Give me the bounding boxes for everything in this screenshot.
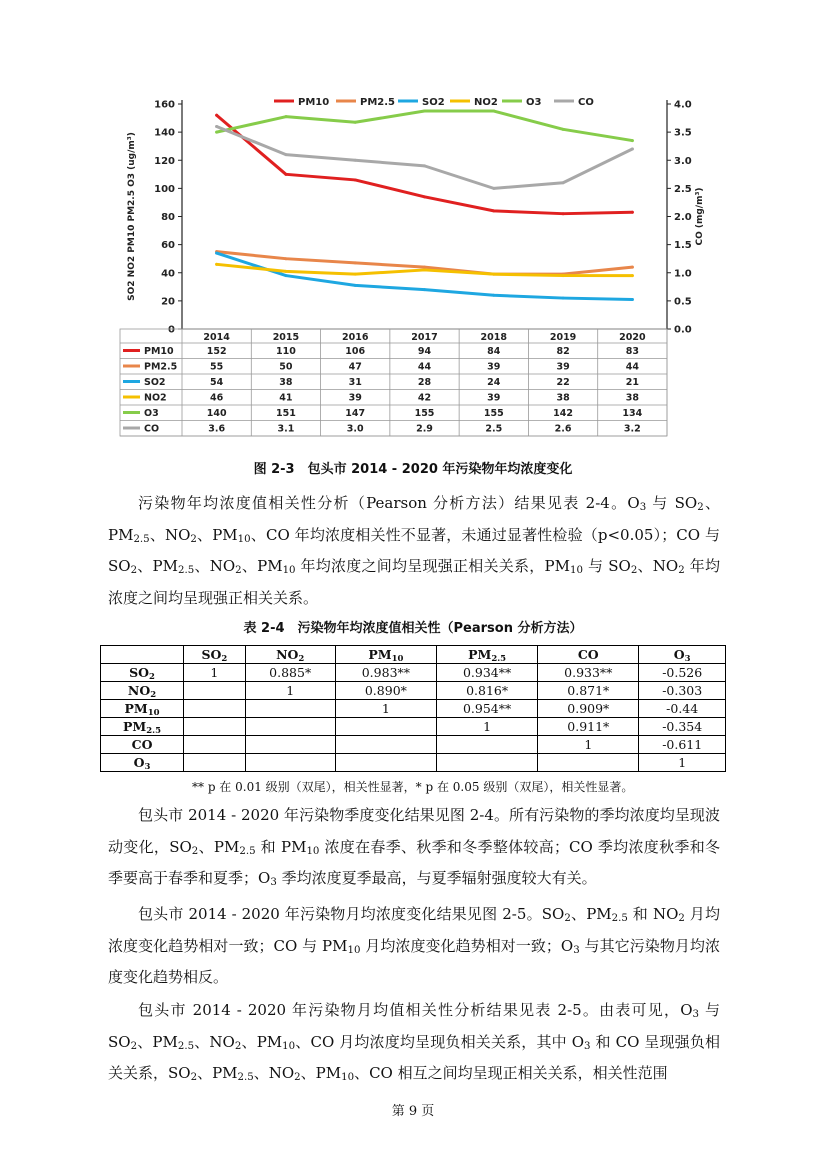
data-point (492, 110, 495, 113)
table-cell: 0.871* (538, 682, 639, 700)
table-cell: -0.611 (639, 736, 726, 754)
table-cell: -0.526 (639, 664, 726, 682)
data-point (631, 266, 634, 269)
table-value: 82 (556, 346, 570, 357)
data-point (631, 211, 634, 214)
chart-svg (112, 88, 712, 450)
pollutant-chart (112, 88, 712, 450)
right-tick-label: 4.0 (674, 99, 692, 111)
legend-label: PM2.5 (360, 97, 395, 108)
table-value: 39 (556, 361, 570, 373)
data-point (562, 297, 565, 300)
table-value: 152 (206, 346, 227, 357)
table-value: 84 (487, 346, 501, 357)
table-series-name: NO2 (144, 392, 167, 404)
table-value: 151 (276, 408, 296, 419)
table-cell (335, 718, 436, 736)
table-value: 110 (276, 346, 296, 357)
left-axis-title: SO2 NO2 PM10 PM2.5 O3 (ug/m³) (127, 132, 137, 301)
table-value: 24 (487, 377, 501, 388)
table-value: 83 (625, 346, 639, 357)
table-series-name: PM10 (144, 346, 174, 357)
table-value: 3.6 (208, 423, 226, 435)
data-point (284, 257, 287, 260)
table-cell: 0.933** (538, 664, 639, 682)
table-value: 140 (206, 408, 227, 419)
legend-label: PM10 (298, 97, 330, 108)
table-value: 50 (279, 361, 293, 373)
data-point (492, 294, 495, 297)
paragraph-3: 包头市 2014 - 2020 年污染物月均浓度变化结果见图 2-5。$SO_2$、$PM_{2.5}$ 和 $NO_2$ 月均浓度变化趋势相对一致；CO 与 $PM_{10}$ 月均浓度变化趋势相对一致；$O_3$ 与其它污染物月均浓度变化趋势相反。 (108, 905, 720, 986)
table-cell: 0.890* (335, 682, 436, 700)
left-tick-label: 20 (161, 296, 175, 308)
table-cell: 1 (245, 682, 335, 700)
data-point (354, 159, 357, 162)
table-value: 155 (483, 408, 504, 419)
table-caption: 表 2-4 污染物年均浓度值相关性（Pearson 分析方法） (243, 621, 583, 636)
page-number: 第 9 页 (391, 1104, 435, 1119)
table-cell (436, 736, 537, 754)
series-line-O3 (217, 111, 633, 141)
data-point (354, 273, 357, 276)
table-cell: 1 (639, 754, 726, 772)
data-point (562, 212, 565, 215)
data-point (284, 153, 287, 156)
table-value: 21 (625, 377, 639, 388)
table-value: 38 (625, 392, 639, 404)
table-series-name: CO (144, 423, 160, 435)
col-header: $SO_2$ (184, 646, 246, 664)
row-header: $PM_{10}$ (101, 700, 184, 718)
data-point (284, 270, 287, 273)
row-header: $O_3$ (101, 754, 184, 772)
table-value: 22 (556, 377, 570, 388)
table-cell (335, 736, 436, 754)
table-cell: 1 (436, 718, 537, 736)
table-value: 46 (210, 392, 224, 404)
data-point (215, 131, 218, 134)
table-cell (184, 754, 246, 772)
col-header: $PM_{2.5}$ (436, 646, 537, 664)
legend-label: NO2 (474, 97, 498, 108)
table-cell: 0.816* (436, 682, 537, 700)
year-label: 2016 (341, 332, 369, 343)
table-cell (245, 718, 335, 736)
data-point (284, 173, 287, 176)
table-value: 39 (487, 392, 501, 404)
table-cell: 1 (538, 736, 639, 754)
left-tick-label: 40 (161, 268, 175, 280)
table-series-name: SO2 (144, 377, 166, 388)
col-header: $PM_{10}$ (335, 646, 436, 664)
table-cell (245, 736, 335, 754)
data-point (423, 110, 426, 113)
table-value: 142 (553, 408, 573, 419)
table-value: 31 (348, 377, 362, 388)
data-point (562, 128, 565, 131)
table-value: 3.0 (346, 423, 364, 435)
row-header: CO (101, 736, 184, 754)
data-point (215, 252, 218, 255)
right-tick-label: 0.0 (674, 324, 692, 336)
table-value: 28 (417, 377, 432, 388)
table-cell: 0.954** (436, 700, 537, 718)
data-point (631, 274, 634, 277)
table-value: 147 (345, 408, 366, 419)
table-value: 134 (622, 408, 643, 419)
table-cell (436, 754, 537, 772)
table-value: 44 (625, 361, 639, 373)
data-point (631, 298, 634, 301)
table-cell: 1 (335, 700, 436, 718)
table-cell: -0.303 (639, 682, 726, 700)
right-tick-label: 1.0 (674, 268, 692, 280)
series-line-CO (217, 127, 633, 189)
table-value: 54 (210, 377, 224, 388)
table-row (101, 718, 726, 736)
table-value: 38 (279, 377, 293, 388)
table-value: 41 (279, 392, 293, 404)
left-tick-label: 60 (161, 240, 175, 252)
right-tick-label: 1.5 (674, 240, 692, 252)
year-label: 2019 (549, 332, 577, 343)
table-series-name: O3 (144, 408, 159, 419)
row-header: $SO_2$ (101, 664, 184, 682)
data-point (492, 209, 495, 212)
table-cell: 0.911* (538, 718, 639, 736)
data-point (423, 266, 426, 269)
left-tick-label: 100 (154, 183, 175, 195)
table-note: ** p 在 0.01 级别（双尾），相关性显著，* p 在 0.05 级别（双尾），相关性显著。 (192, 780, 634, 794)
data-point (215, 263, 218, 266)
data-point (284, 274, 287, 277)
table-row (101, 754, 726, 772)
left-tick-label: 0 (168, 324, 175, 336)
data-point (423, 164, 426, 167)
right-tick-label: 2.5 (674, 183, 692, 195)
table-cell (245, 754, 335, 772)
legend-label: O3 (526, 97, 542, 108)
left-tick-label: 160 (154, 99, 175, 111)
table-cell: 0.983** (335, 664, 436, 682)
table-cell (184, 736, 246, 754)
table-value: 2.5 (485, 423, 503, 435)
row-header: $PM_{2.5}$ (101, 718, 184, 736)
table-cell: 0.885* (245, 664, 335, 682)
right-tick-label: 3.5 (674, 127, 692, 139)
right-tick-label: 2.0 (674, 212, 692, 223)
left-tick-label: 80 (161, 212, 175, 223)
data-point (562, 181, 565, 184)
table-row (101, 664, 726, 682)
table-value: 39 (487, 361, 501, 373)
table-border (120, 329, 667, 436)
table-corner (101, 646, 184, 664)
table-value: 3.1 (277, 423, 295, 435)
table-value: 44 (417, 361, 432, 373)
data-point (423, 195, 426, 198)
table-cell: 1 (184, 664, 246, 682)
paragraph-2: 包头市 2014 - 2020 年污染物季度变化结果见图 2-4。所有污染物的季均浓度均呈现波动变化，$SO_2$、$PM_{2.5}$ 和 $PM_{10}$ 浓度在春季、秋季和冬季整体较高；CO 季均浓度秋季和冬季要高于春季和夏季；$O_3$ 季均浓度夏季最高，与夏季辐射强度较大有关。 (108, 806, 720, 889)
data-point (354, 121, 357, 124)
table-series-name: PM2.5 (144, 361, 178, 373)
correlation-table (100, 645, 726, 772)
table-header-row (101, 646, 726, 664)
data-point (492, 187, 495, 190)
year-label: 2017 (411, 332, 438, 343)
right-tick-label: 0.5 (674, 296, 692, 308)
table-value: 47 (348, 361, 362, 373)
year-label: 2015 (272, 332, 300, 343)
paragraph-4: 包头市 2014 - 2020 年污染物月均值相关性分析结果见表 2-5。由表可见，$O_3$ 与 $SO_2$、$PM_{2.5}$、$NO_2$、$PM_{10}$、CO 月均浓度均呈现负相关关系，其中 $O_3$ 和 CO 呈现强负相关关系，$SO_2$、$PM_{2.5}$、$NO_2$、$PM_{10}$、CO 相互之间均呈现正相关关系，相关性范围 (108, 1001, 721, 1084)
table-row (101, 700, 726, 718)
paragraph-1: 污染物年均浓度值相关性分析（Pearson 分析方法）结果见表 2-4。$O_3$ 与 $SO_2$、$PM_{2.5}$、$NO_2$、$PM_{10}$、CO 年均浓度相关性不显著，未通过显著性检验（p<0.05）；CO 与 $SO_2$、$PM_{2.5}$、$NO_2$、$PM_{10}$ 年均浓度之间均呈现强正相关关系，$PM_{10}$ 与 $SO_2$、$NO_2$ 年均浓度之间均呈现强正相关关系。 (108, 494, 720, 607)
col-header: CO (538, 646, 639, 664)
table-cell (245, 700, 335, 718)
table-value: 38 (556, 392, 570, 404)
table-value: 155 (414, 408, 435, 419)
table-cell: 0.909* (538, 700, 639, 718)
left-tick-label: 140 (154, 127, 175, 139)
table-value: 106 (345, 346, 366, 357)
data-point (215, 114, 218, 117)
table-cell (335, 754, 436, 772)
table-cell (184, 700, 246, 718)
table-value: 42 (417, 392, 432, 404)
year-label: 2018 (480, 332, 508, 343)
data-point (492, 273, 495, 276)
table-value: 2.9 (416, 423, 433, 435)
data-point (215, 125, 218, 128)
table-body (101, 664, 726, 772)
year-label: 2014 (203, 332, 230, 343)
data-point (354, 178, 357, 181)
data-point (631, 148, 634, 151)
table-row (101, 682, 726, 700)
table-cell (538, 754, 639, 772)
table-value: 94 (417, 346, 432, 357)
table-cell: 0.934** (436, 664, 537, 682)
year-label: 2020 (619, 332, 646, 343)
table-value: 55 (210, 361, 224, 373)
left-tick-label: 120 (154, 155, 175, 167)
table-value: 39 (348, 392, 362, 404)
row-header: $NO_2$ (101, 682, 184, 700)
data-point (423, 288, 426, 291)
figure-caption: 图 2-3 包头市 2014 - 2020 年污染物年均浓度变化 (253, 462, 573, 477)
legend-label: SO2 (422, 97, 445, 108)
table-cell (184, 682, 246, 700)
col-header: $O_3$ (639, 646, 726, 664)
table-row (101, 736, 726, 754)
col-header: $NO_2$ (245, 646, 335, 664)
data-point (423, 268, 426, 271)
right-tick-label: 3.0 (674, 155, 692, 167)
data-point (562, 274, 565, 277)
data-point (354, 261, 357, 264)
table-cell (184, 718, 246, 736)
legend-label: CO (578, 97, 594, 108)
data-point (284, 115, 287, 118)
table-value: 2.6 (554, 423, 572, 435)
data-point (354, 284, 357, 287)
table-cell: -0.354 (639, 718, 726, 736)
right-axis-title: CO (mg/m³) (695, 187, 705, 246)
table-cell: -0.44 (639, 700, 726, 718)
table-value: 3.2 (623, 423, 641, 435)
data-point (631, 139, 634, 142)
